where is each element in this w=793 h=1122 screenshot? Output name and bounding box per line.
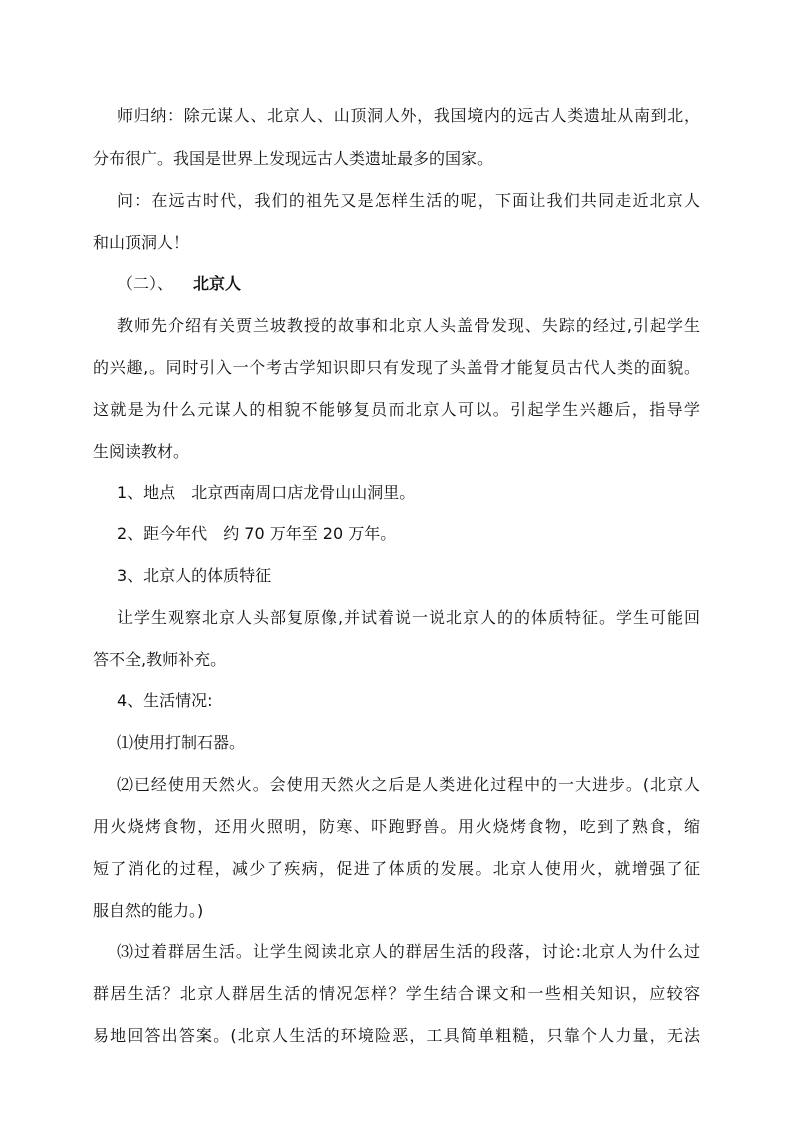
paragraph-intro-line: 教师先介绍有关贾兰坡教授的故事和北京人头盖骨发现、失踪的经过,引起学生 (117, 316, 700, 335)
list-item-location (117, 483, 415, 505)
paragraph-observe-line: 答不全,教师补充。 (93, 650, 227, 669)
paragraph-observe-line: 让学生观察北京人头部复原像,并试着说一说北京人的的体质特征。学生可能回 (117, 608, 700, 627)
section-heading-title: 北京人 (193, 274, 242, 293)
sub-item-group-living-line: 易地回答出答案。(北京人生活的环境险恶，工具简单粗糙，只靠个人力量，无法 (93, 1026, 700, 1045)
paragraph-question-line: 问：在远古时代，我们的祖先又是怎样生活的呢，下面让我们共同走近北京人 (117, 191, 700, 210)
list-item-label: 2、距今年代 (117, 524, 208, 543)
sub-item-fire-line: ⑵已经使用天然火。会使用天然火之后是人类进化过程中的一大进步。(北京人 (117, 775, 700, 794)
list-item-value: 约 70 万年至 20 万年。 (223, 524, 397, 543)
list-item-era (117, 524, 396, 546)
paragraph-intro-line: 这就是为什么元谋人的相貌不能够复员而北京人可以。引起学生兴趣后，指导学 (93, 400, 700, 419)
sub-item-fire-line: 短了消化的过程，减少了疾病，促进了体质的发展。北京人使用火，就增强了征 (93, 859, 700, 878)
paragraph-intro-line: 生阅读教材。 (93, 442, 190, 461)
sub-item-stone-tools: ⑴使用打制石器。 (117, 733, 246, 752)
list-item-value: 北京西南周口店龙骨山山洞里。 (191, 483, 416, 502)
sub-item-fire-line: 服自然的能力。) (93, 901, 204, 920)
section-heading (117, 274, 241, 296)
list-item-life: 4、生活情况: (117, 691, 213, 710)
sub-item-fire-line: 用火烧烤食物，还用火照明，防寒、吓跑野兽。用火烧烤食物，吃到了熟食，缩 (93, 817, 700, 836)
sub-item-group-living-line: ⑶过着群居生活。让学生阅读北京人的群居生活的段落，讨论:北京人为什么过 (117, 942, 700, 961)
list-item-physique: 3、北京人的体质特征 (117, 566, 272, 585)
paragraph-summary-line: 分布很广。我国是世界上发现远古人类遗址最多的国家。 (93, 149, 494, 168)
paragraph-intro-line: 的兴趣,。同时引入一个考古学知识即只有发现了头盖骨才能复员古代人类的面貌。 (93, 358, 700, 377)
section-heading-label: （二）、 (117, 274, 174, 293)
sub-item-group-living-line: 群居生活？北京人群居生活的情况怎样？学生结合课文和一些相关知识，应较容 (93, 984, 700, 1003)
paragraph-summary-line: 师归纳：除元谋人、北京人、山顶洞人外，我国境内的远古人类遗址从南到北， (117, 106, 700, 125)
list-item-label: 1、地点 (117, 483, 176, 502)
paragraph-question-line: 和山顶洞人！ (93, 233, 190, 252)
